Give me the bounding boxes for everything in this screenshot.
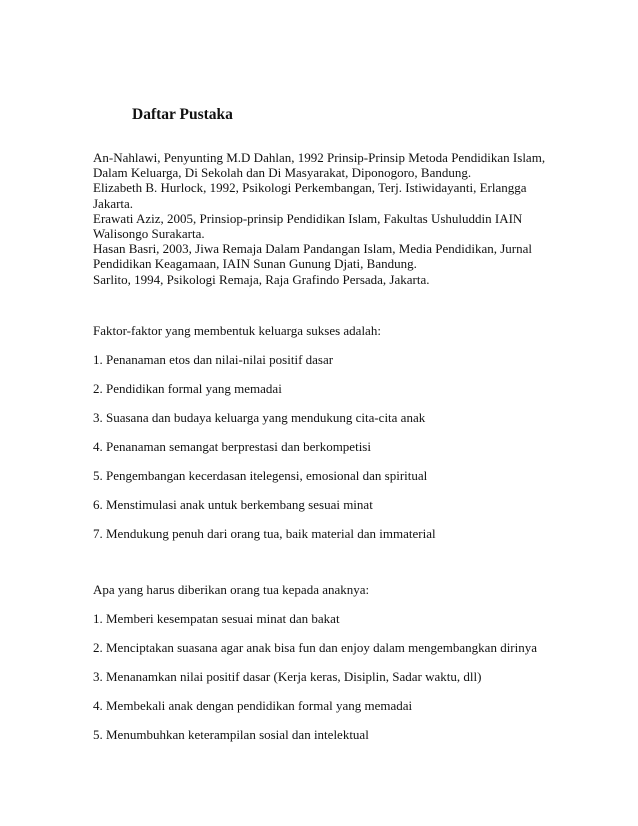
page-title: Daftar Pustaka [132, 106, 233, 123]
list-item: 4. Membekali anak dengan pendidikan formal yang memadai [93, 698, 413, 713]
list-item: 2. Pendidikan formal yang memadai [93, 381, 282, 396]
bibliography-entry: Elizabeth B. Hurlock, 1992, Psikologi Perkembangan, Terj. Istiwidayanti, Erlangga Jakarta. [93, 180, 527, 211]
success-factors-list [93, 352, 563, 541]
list-item: 1. Memberi kesempatan sesuai minat dan bakat [93, 611, 340, 626]
list-item: 2. Menciptakan suasana agar anak bisa fun dan enjoy dalam mengembangkan dirinya [93, 640, 538, 655]
success-factors-heading: Faktor-faktor yang membentuk keluarga sukses adalah: [93, 323, 381, 338]
list-item: 5. Menumbuhkan keterampilan sosial dan intelektual [93, 727, 369, 742]
list-item: 4. Penanaman semangat berprestasi dan berkompetisi [93, 439, 371, 454]
bibliography-entry: Erawati Aziz, 2005, Prinsiop-prinsip Pendidikan Islam, Fakultas Ushuluddin IAIN Walisongo Surakarta. [93, 210, 523, 242]
bibliography-list [93, 150, 563, 287]
parent-provisions-list [93, 611, 563, 742]
success-factors-section [93, 323, 563, 555]
parent-provisions-heading: Apa yang harus diberikan orang tua kepada anaknya: [93, 582, 370, 597]
list-item: 7. Mendukung penuh dari orang tua, baik material dan immaterial [93, 526, 436, 541]
list-item: 5. Pengembangan kecerdasan itelegensi, emosional dan spiritual [93, 468, 428, 483]
list-item: 3. Suasana dan budaya keluarga yang mendukung cita-cita anak [93, 410, 426, 425]
list-item: 1. Penanaman etos dan nilai-nilai positif dasar [93, 352, 334, 367]
list-item: 3. Menanamkan nilai positif dasar (Kerja keras, Disiplin, Sadar waktu, dll) [93, 669, 482, 684]
bibliography-entry: Hasan Basri, 2003, Jiwa Remaja Dalam Pandangan Islam, Media Pendidikan, Jurnal Pendidikan Keagamaan, IAIN Sunan Gunung Djati, Bandung. [93, 241, 533, 272]
parent-provisions-section [93, 582, 563, 756]
list-item: 6. Menstimulasi anak untuk berkembang sesuai minat [93, 497, 373, 512]
bibliography-entry: An-Nahlawi, Penyunting M.D Dahlan, 1992 Prinsip-Prinsip Metoda Pendidikan Islam, Dalam Keluarga, Di Sekolah dan Di Masyarakat, Diponogoro, Bandung. [93, 150, 546, 181]
bibliography-entry: Sarlito, 1994, Psikologi Remaja, Raja Grafindo Persada, Jakarta. [93, 271, 430, 287]
